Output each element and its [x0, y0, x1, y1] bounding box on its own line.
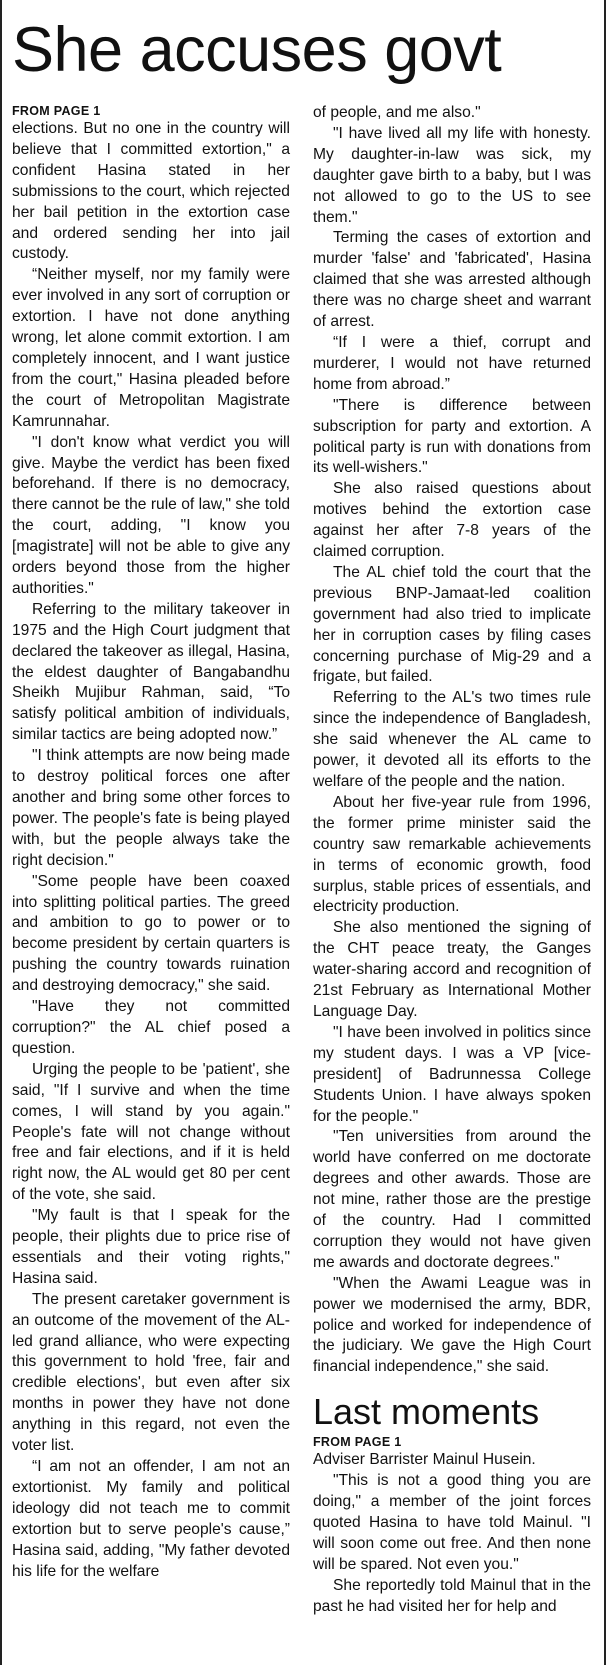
- paragraph: “If I were a thief, corrupt and murderer, I would not have returned home from abroad.”: [313, 333, 591, 393]
- paragraph: "There is difference between subscription for party and extortion. A political party is run with donations from its well-wishers.": [313, 396, 591, 477]
- paragraph: "I think attempts are now being made to destroy political forces one after another and bring some other forces to power. The people's fate is being played with, but the people always take the right decision.": [12, 747, 290, 869]
- second-story-headline: Last moments: [313, 1391, 540, 1433]
- paragraph: "I have been involved in politics since my student days. I was a VP [vice-president] of Badrunnessa College Students Union. I have always spoken for the people.": [313, 1023, 591, 1125]
- paragraph: “I am not an offender, I am not an extortionist. My family and political ideology did not teach me to commit extortion but to serve people's cause,” Hasina said, adding, "My father devoted his life for the welfare: [12, 1458, 290, 1580]
- left-column: [12, 103, 290, 1582]
- paragraph: Urging the people to be 'patient', she said, "If I survive and when the time comes, I will stand by you again." People's fate will not change without free and fair elections, and if it is held right now, the AL would get 80 per cent of the vote, she said.: [12, 1060, 290, 1204]
- paragraph: The AL chief told the court that the previous BNP-Jamaat-led coalition government had also tried to implicate her in corruption cases by filing cases concerning purchase of Mig-29 and a frigate, but failed.: [313, 563, 591, 686]
- paragraph: "My fault is that I speak for the people, their plights due to price rise of essentials and their voting rights," Hasina said.: [12, 1207, 290, 1287]
- paragraph: "I have lived all my life with honesty. My daughter-in-law was sick, my daughter gave birth to a baby, but I was not allowed to go to the US to see them.": [313, 124, 591, 226]
- second-story-kicker: FROM PAGE 1: [313, 1435, 402, 1450]
- right-column: [313, 103, 591, 1618]
- kicker-from-page-1: FROM PAGE 1: [12, 104, 101, 118]
- paragraph: "I don't know what verdict you will give. Maybe the verdict has been fixed beforehand. If there is no democracy, there cannot be the rule of law," she told the court, adding, "I know you [magistrate] will not be able to give any orders beyond those from the higher authorities.": [12, 433, 290, 597]
- paragraph: “Neither myself, nor my family were ever involved in any sort of corruption or extortion. I have not done anything wrong, let alone commit extortion. I am completely innocent, and I want justice from the court," Hasina pleaded before the court of Metropolitan Magistrate Kamrunnahar.: [12, 266, 290, 430]
- paragraph: elections. But no one in the country will believe that I committed extortion," a confident Hasina stated in her submissions to the court, which rejected her bail petition in the extortion case and ordered sending her into jail custody.: [12, 120, 290, 263]
- paragraph: The present caretaker government is an outcome of the movement of the AL-led grand alliance, who were expecting this government to hold 'free, fair and credible elections', but even after six months in power they have not done anything in this regard, not even the voter list.: [12, 1290, 290, 1455]
- paragraph: Referring to the AL's two times rule since the independence of Bangladesh, she said whenever the AL came to power, it devoted all its efforts to the welfare of the people and the nation.: [313, 689, 591, 790]
- paragraph: "Ten universities from around the world have conferred on me doctorate degrees and other awards. Those are not mine, rather those are the prestige of the country. Had I committed corruption they would not have given me awards and doctorate degrees.": [313, 1128, 591, 1271]
- paragraph: Referring to the military takeover in 1975 and the High Court judgment that declared the takeover as illegal, Hasina, the eldest daughter of Bangabandhu Sheikh Mujibur Rahman, said, “To satisfy political ambition of individuals, similar tactics are being adopted now.”: [12, 600, 290, 744]
- paragraph: of people, and me also.": [313, 104, 481, 121]
- paragraph: "Some people have been coaxed into splitting political parties. The greed and ambition to go to power or to become president by certain quarters is pushing the country towards ruination and destroying democracy," she said.: [12, 872, 290, 995]
- paragraph: She also mentioned the signing of the CHT peace treaty, the Ganges water-sharing accord and recognition of 21st February as International Mother Language Day.: [313, 919, 591, 1020]
- paragraph: "When the Awami League was in power we modernised the army, BDR, police and worked for independence of the judiciary. We gave the High Court financial independence," she said.: [313, 1274, 591, 1376]
- paragraph: Terming the cases of extortion and murder 'false' and 'fabricated', Hasina claimed that she was arrested although there was no charge sheet and warrant of arrest.: [313, 229, 591, 331]
- paragraph: Adviser Barrister Mainul Husein.: [313, 1451, 536, 1469]
- right-column-rule: [604, 0, 606, 1665]
- headline: She accuses govt: [12, 15, 502, 85]
- paragraph: "Have they not committed corruption?" the AL chief posed a question.: [12, 998, 290, 1057]
- paragraph: "This is not a good thing you are doing," a member of the joint forces quoted Hasina to have told Mainul. "I will soon come out free. And then none will be spared. Not even you.": [313, 1472, 591, 1573]
- left-column-rule: [0, 0, 2, 1665]
- paragraph: About her five-year rule from 1996, the former prime minister said the country saw remarkable achievements in terms of economic growth, food surplus, stable prices of essentials, and electricity production.: [313, 793, 591, 916]
- paragraph: She also raised questions about motives behind the extortion case against her after 7-8 years of the claimed corruption.: [313, 480, 591, 561]
- paragraph: She reportedly told Mainul that in the past he had visited her for help and: [313, 1576, 591, 1615]
